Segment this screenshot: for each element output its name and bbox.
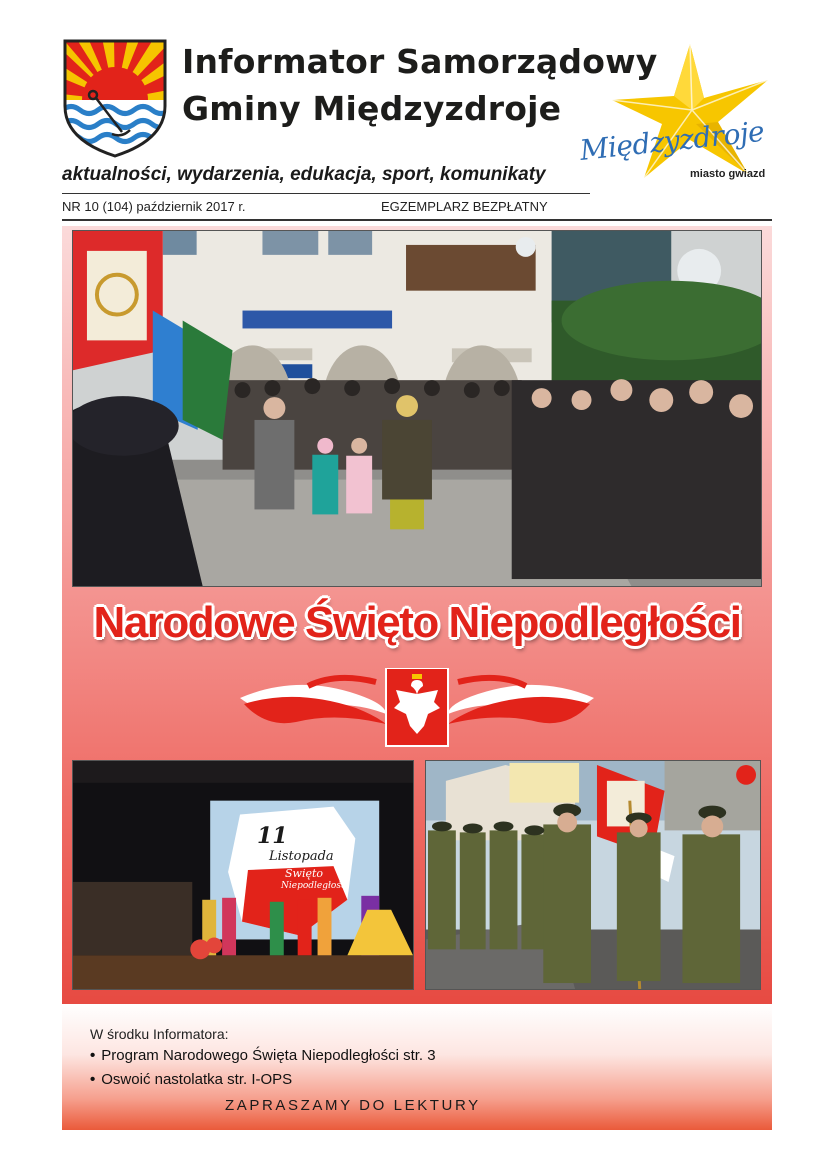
contents-item [90,1071,292,1088]
polish-eagle-ribbon-icon [236,668,598,748]
call-to-action: ZAPRASZAMY DO LEKTURY [225,1097,481,1114]
stage-screen-number: 11 [257,823,288,849]
divider [62,193,590,194]
logo-subtitle: miasto gwiazd [690,168,766,180]
contents-heading: W środku Informatora: [90,1026,229,1042]
title-line-1: Informator Samorządowy [182,42,658,81]
issue-number: NR 10 (104) październik 2017 r. [62,199,246,214]
ceremony-street-photo [72,230,762,587]
divider [62,219,772,221]
contents-item-label: Oswoić nastolatka str. I-OPS [101,1071,293,1088]
miedzyzdroje-logo-text: Międzyzdroje [578,114,766,167]
soldiers-march-photo [425,760,761,990]
stage-screen-line-2: Święto [285,867,324,880]
stage-screen-line-1: Listopada [269,849,334,864]
gmina-crest-logo [62,38,168,158]
bullet-icon: • [90,1071,96,1088]
stage-concert-photo [72,760,414,990]
contents-item [90,1047,436,1064]
main-headline: Narodowe Święto Niepodległości [93,598,741,647]
bullet-icon: • [90,1047,96,1064]
tagline: aktualności, wydarzenia, edukacja, sport, komunikaty [62,164,546,185]
contents-item-label: Program Narodowego Święta Niepodległości str. 3 [101,1047,436,1064]
title-line-2: Gminy Międzyzdroje [182,89,562,128]
free-copy-label: EGZEMPLARZ BEZPŁATNY [381,199,548,214]
stage-screen-line-3: Niepodległości [281,881,349,891]
